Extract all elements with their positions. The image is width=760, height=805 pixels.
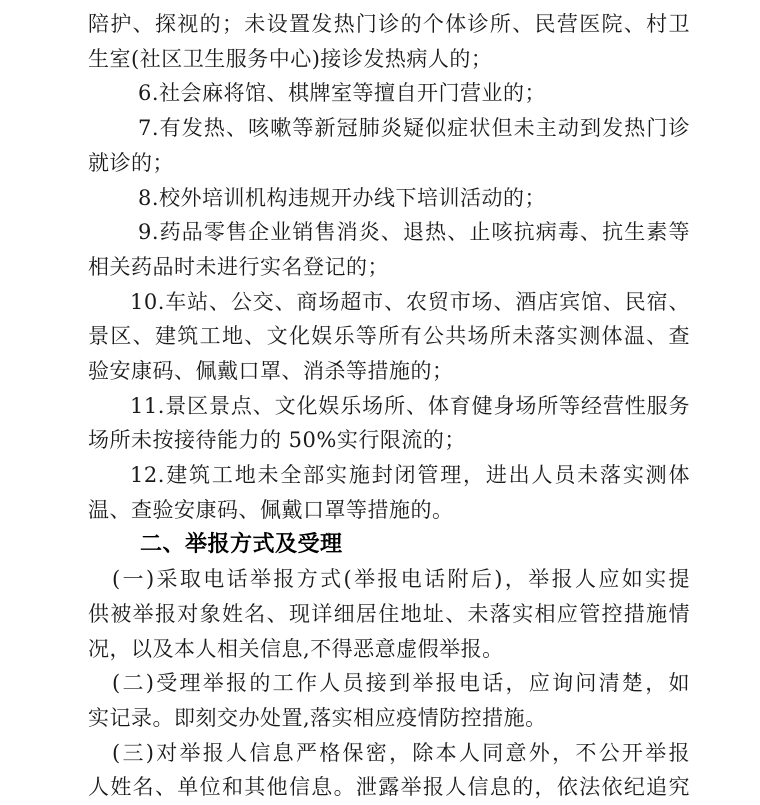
document-line: (二)受理举报的工作人员接到举报电话，应询问清楚，如 (112, 671, 690, 696)
document-line: 供被举报对象姓名、现详细居住地址、未落实相应管控措施情 (88, 601, 690, 626)
document-line: 实记录。即刻交办处置,落实相应疫情防控措施。 (88, 706, 547, 731)
document-line: 相关药品时未进行实名登记的； (88, 254, 389, 279)
document-line: 7.有发热、咳嗽等新冠肺炎疑似症状但未主动到发热门诊 (138, 116, 690, 141)
document-line: (三)对举报人信息严格保密，除本人同意外，不公开举报 (112, 740, 690, 765)
section-heading: 二、举报方式及受理 (140, 531, 343, 557)
document-line: 况，以及本人相关信息,不得恶意虚假举报。 (88, 636, 504, 661)
document-line: 就诊的； (88, 150, 174, 175)
document-line: 10.车站、公交、商场超市、农贸市场、酒店宾馆、民宿、 (130, 289, 690, 314)
document-line: 生室(社区卫生服务中心)接诊发热病人的； (88, 46, 493, 71)
document-line: 12.建筑工地未全部实施封闭管理，进出人员未落实测体 (130, 463, 690, 488)
document-line: 陪护、探视的；未设置发热门诊的个体诊所、民营医院、村卫 (88, 12, 690, 36)
document-body (88, 7, 690, 805)
document-line: 11.景区景点、文化娱乐场所、体育健身场所等经营性服务 (130, 393, 690, 418)
document-line: 9.药品零售企业销售消炎、退热、止咳抗病毒、抗生素等 (138, 220, 690, 245)
document-line: 温、查验安康码、佩戴口罩等措施的。 (88, 497, 454, 522)
document-line: 景区、建筑工地、文化娱乐等所有公共场所未落实测体温、查 (88, 324, 690, 349)
document-line: 人姓名、单位和其他信息。泄露举报人信息的，依法依纪追究 (88, 775, 690, 800)
document-line: 8.校外培训机构违规开办线下培训活动的； (138, 185, 547, 210)
document-line: 验安康码、佩戴口罩、消杀等措施的； (88, 359, 454, 384)
document-line: 场所未按接待能力的 50%实行限流的； (88, 428, 466, 453)
document-line: 6.社会麻将馆、棋牌室等擅自开门营业的； (138, 81, 547, 106)
document-line: (一)采取电话举报方式(举报电话附后)，举报人应如实提 (112, 567, 690, 592)
